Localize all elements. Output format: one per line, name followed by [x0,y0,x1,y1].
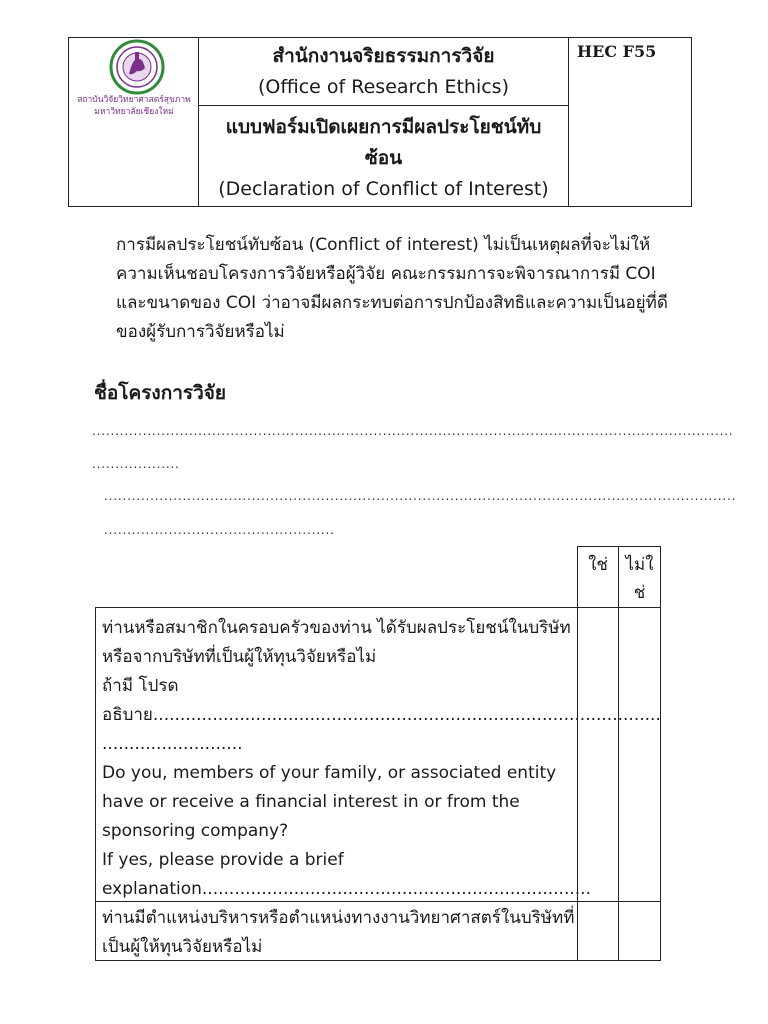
question-1-cell [95,607,661,902]
question-1-explain-field[interactable]: อธิบาย.............................................................................................. [102,705,661,725]
project-title-field-line2[interactable]: ................... [92,457,180,471]
question-2-yes-box[interactable] [577,901,619,961]
form-title-en: (Declaration of Conflict of Interest) [218,178,549,200]
question-2-cell [95,901,578,961]
project-title-field-line1[interactable]: ........................................................................................................................................... [92,424,734,438]
form-code: HEC F55 [577,42,657,61]
logo-caption-line: สถาบันวิจัยวิทยาศาสตร์สุขภาพ [77,95,191,105]
question-1-text: ถ้ามี โปรด [102,676,179,696]
question-2-text: ท่านมีตำแหน่งบริหารหรือตำแหน่งทางงานวิทยาศาสตร์ในบริษัทที่ [102,908,575,928]
question-2-no-box[interactable] [618,901,661,961]
question-1-text-en: have or receive a financial interest in or from the [102,792,520,812]
office-title-cell [199,38,569,106]
yes-header-label: ใช่ [588,555,608,575]
question-1-explain-field[interactable]: .......................... [102,734,243,754]
form-code-cell [569,38,691,206]
intro-line: การมีผลประโยชน์ทับซ้อน (Conflict of interest) ไม่เป็นเหตุผลที่จะไม่ให้ [116,235,651,255]
intro-paragraph [116,231,696,347]
intro-line: ของผู้รับการวิจัยหรือไม่ [116,322,285,342]
project-title-field-line3[interactable]: ......................................................................................................................................... [104,489,737,503]
question-1-text: หรือจากบริษัทที่เป็นผู้ให้ทุนวิจัยหรือไม่ [102,647,377,667]
no-column-header [618,546,661,608]
form-title-th-line2: ซ้อน [364,147,403,169]
question-1-no-box[interactable] [618,607,661,902]
intro-line: ความเห็นชอบโครงการวิจัยหรือผู้วิจัย คณะกรรมการจะพิจารณาการมี COI [116,264,656,284]
form-title-cell [199,106,569,206]
question-1-text: ท่านหรือสมาชิกในครอบครัวของท่าน ได้รับผลประโยชน์ในบริษัท [102,618,571,638]
question-1-yes-box[interactable] [577,607,619,902]
question-1-text-en: If yes, please provide a brief [102,850,344,870]
question-1-explain-field-en[interactable]: explanation........................................................................ [102,879,591,899]
no-header-label-line1: ไม่ใ [625,555,654,575]
office-title-en: (Office of Research Ethics) [258,76,509,98]
project-title-field-line4[interactable]: .................................................. [104,523,335,537]
logo-cell [69,38,199,206]
office-title-th: สำนักงานจริยธรรมการวิจัย [272,45,495,67]
question-2-text: เป็นผู้ให้ทุนวิจัยหรือไม่ [102,937,263,957]
question-1-text-en: Do you, members of your family, or associated entity [102,763,557,783]
yes-column-header [577,546,619,608]
logo-caption-line: มหาวิทยาลัยเชียงใหม่ [94,107,174,117]
project-title-label: ชื่อโครงการวิจัย [94,382,227,404]
question-1-text-en: sponsoring company? [102,821,289,841]
intro-line: และขนาดของ COI ว่าอาจมีผลกระทบต่อการปกป้องสิทธิและความเป็นอยู่ที่ดี [116,293,668,313]
logo-caption [71,94,197,118]
form-header-table [68,37,692,207]
form-title-th-line1: แบบฟอร์มเปิดเผยการมีผลประโยชน์ทับ [225,116,542,138]
no-header-label-line2: ช่ [633,583,646,603]
